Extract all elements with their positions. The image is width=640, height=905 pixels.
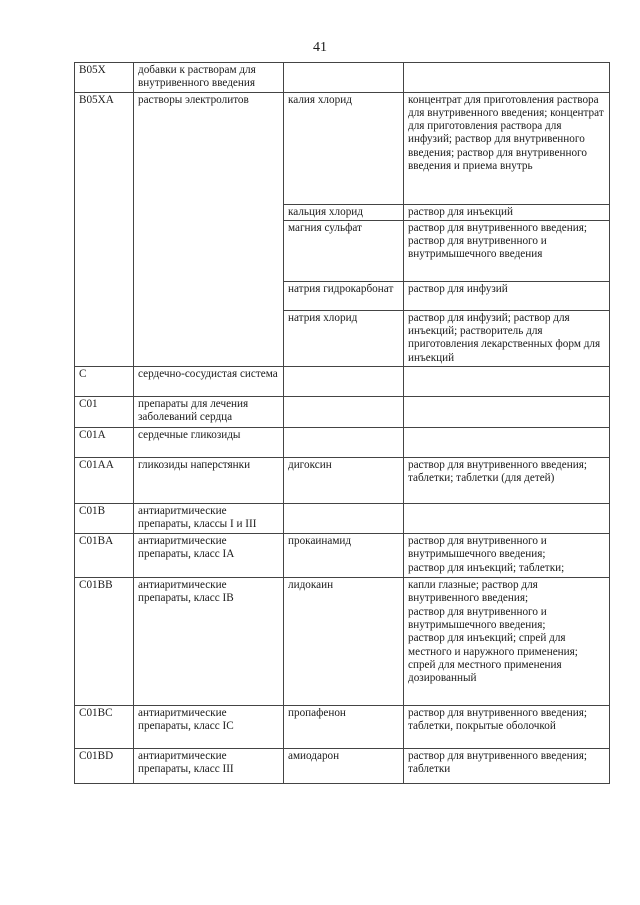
drug-name-cell: натрия хлорид [284, 310, 404, 366]
table-row [75, 63, 610, 93]
dosage-forms-cell [404, 367, 610, 397]
table-row [75, 458, 610, 504]
drug-name-cell: натрия гидрокарбонат [284, 281, 404, 310]
dosage-forms-cell [404, 504, 610, 534]
atc-code-cell: C01 [75, 397, 134, 428]
drug-name-cell: прокаинамид [284, 534, 404, 578]
atc-code-cell: C [75, 367, 134, 397]
atc-code-cell: B05XA [75, 92, 134, 366]
drug-name-cell: дигоксин [284, 458, 404, 504]
table-row [75, 367, 610, 397]
anatomical-group-cell: растворы электролитов [134, 92, 284, 366]
anatomical-group-cell: добавки к растворам для внутривенного введения [134, 63, 284, 93]
drug-name-cell: магния сульфат [284, 220, 404, 281]
dosage-forms-cell [404, 63, 610, 93]
atc-code-cell: C01BA [75, 534, 134, 578]
dosage-forms-cell [404, 397, 610, 428]
drug-name-cell [284, 367, 404, 397]
table-row [75, 92, 610, 204]
anatomical-group-cell: антиаритмические препараты, класс IA [134, 534, 284, 578]
atc-code-cell: C01BB [75, 578, 134, 706]
atc-code-cell: C01BD [75, 749, 134, 784]
page-number: 41 [313, 40, 327, 55]
atc-code-cell: C01A [75, 428, 134, 458]
dosage-forms-cell: раствор для инъекций [404, 204, 610, 220]
dosage-forms-cell [404, 428, 610, 458]
dosage-forms-cell: раствор для инфузий; раствор для инъекций; растворитель для приготовления лекарственных форм для инъекций [404, 310, 610, 366]
anatomical-group-cell: антиаритмические препараты, класс IC [134, 706, 284, 749]
dosage-forms-cell: раствор для внутривенного и внутримышечного введения; раствор для инъекций; таблетки; [404, 534, 610, 578]
anatomical-group-cell: сердечные гликозиды [134, 428, 284, 458]
drug-name-cell: амиодарон [284, 749, 404, 784]
drug-classification-table [74, 62, 610, 784]
anatomical-group-cell: сердечно-сосудистая система [134, 367, 284, 397]
table-row [75, 578, 610, 706]
table-row [75, 706, 610, 749]
anatomical-group-cell: препараты для лечения заболеваний сердца [134, 397, 284, 428]
drug-name-cell [284, 504, 404, 534]
dosage-forms-cell: раствор для внутривенного введения; раствор для внутривенного и внутримышечного введения [404, 220, 610, 281]
drug-name-cell: лидокаин [284, 578, 404, 706]
table-row [75, 749, 610, 784]
anatomical-group-cell: антиаритмические препараты, классы I и III [134, 504, 284, 534]
dosage-forms-cell: концентрат для приготовления раствора для внутривенного введения; концентрат для приготовления раствора для инфузий; раствор для внутривенного введения; раствор для внутривенного введения и приема внутрь [404, 92, 610, 204]
atc-code-cell: B05X [75, 63, 134, 93]
dosage-forms-cell: капли глазные; раствор для внутривенного введения; раствор для внутривенного и внутримышечного введения; раствор для инъекций; спрей для местного и наружного применения; спрей для местного применения дозированный [404, 578, 610, 706]
atc-code-cell: C01AA [75, 458, 134, 504]
table-row [75, 428, 610, 458]
dosage-forms-cell: раствор для инфузий [404, 281, 610, 310]
drug-name-cell: калия хлорид [284, 92, 404, 204]
drug-name-cell [284, 428, 404, 458]
table-row [75, 534, 610, 578]
table-row [75, 397, 610, 428]
table-body [75, 63, 610, 784]
anatomical-group-cell: гликозиды наперстянки [134, 458, 284, 504]
anatomical-group-cell: антиаритмические препараты, класс III [134, 749, 284, 784]
drug-name-cell [284, 63, 404, 93]
dosage-forms-cell: раствор для внутривенного введения; таблетки; таблетки (для детей) [404, 458, 610, 504]
drug-name-cell [284, 397, 404, 428]
atc-code-cell: C01B [75, 504, 134, 534]
dosage-forms-cell: раствор для внутривенного введения; таблетки, покрытые оболочкой [404, 706, 610, 749]
anatomical-group-cell: антиаритмические препараты, класс IB [134, 578, 284, 706]
dosage-forms-cell: раствор для внутривенного введения; таблетки [404, 749, 610, 784]
atc-code-cell: C01BC [75, 706, 134, 749]
drug-name-cell: пропафенон [284, 706, 404, 749]
drug-name-cell: кальция хлорид [284, 204, 404, 220]
table-row [75, 504, 610, 534]
